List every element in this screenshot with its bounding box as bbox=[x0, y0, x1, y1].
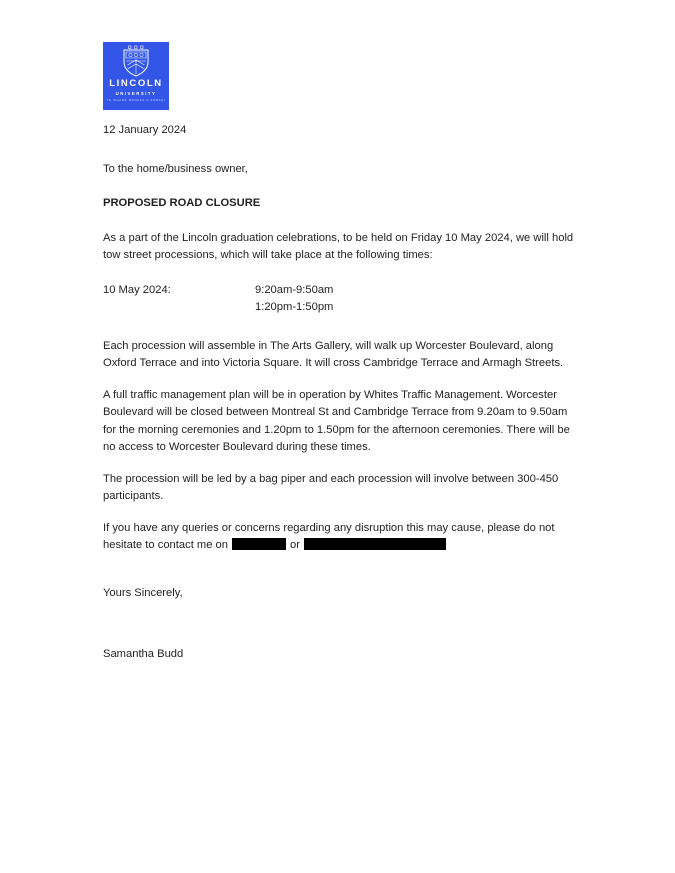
university-crest-shield-icon bbox=[121, 45, 151, 77]
logo-maori-line: TE WHARE WANAKA O AORAKI bbox=[106, 98, 166, 103]
spacer bbox=[103, 213, 583, 230]
schedule-time-afternoon: 1:20pm-1:50pm bbox=[255, 301, 334, 313]
spacer bbox=[103, 457, 583, 471]
spacer bbox=[103, 265, 583, 282]
letter-body bbox=[103, 122, 583, 664]
lincoln-university-logo bbox=[103, 42, 169, 110]
signature-space bbox=[103, 602, 583, 646]
contact-text: If you have any queries or concerns regarding any disruption this may cause, please do not hesitate to contact me on bbox=[103, 521, 555, 551]
logo-subtitle: UNIVERSITY bbox=[115, 90, 157, 96]
schedule-times bbox=[255, 282, 583, 317]
spacer bbox=[103, 373, 583, 387]
paragraph-route: Each procession will assemble in The Arts Gallery, will walk up Worcester Boulevard, along Oxford Terrace and into Victoria Square. It will cross Cambridge Terrace and Armagh Streets. bbox=[103, 339, 564, 369]
salutation: To the home/business owner, bbox=[103, 162, 248, 175]
spacer bbox=[103, 506, 583, 520]
paragraph-contact bbox=[103, 520, 583, 555]
schedule-date-label: 10 May 2024: bbox=[103, 283, 171, 296]
spacer bbox=[103, 555, 583, 585]
closing-salutation: Yours Sincerely, bbox=[103, 586, 183, 599]
redacted-email-address bbox=[304, 538, 446, 550]
letter-date: 12 January 2024 bbox=[103, 124, 187, 136]
spacer bbox=[103, 317, 583, 338]
redacted-phone-number bbox=[232, 538, 286, 550]
subject-heading: PROPOSED ROAD CLOSURE bbox=[103, 197, 261, 209]
schedule-block bbox=[103, 282, 583, 317]
spacer bbox=[103, 178, 583, 195]
paragraph-intro: As a part of the Lincoln graduation celebrations, to be held on Friday 10 May 2024, we will hold tow street processions, which will take place at the following times: bbox=[103, 231, 574, 261]
spacer bbox=[103, 140, 583, 161]
contact-conjunction: or bbox=[290, 539, 300, 551]
paragraph-piper: The procession will be led by a bag piper and each procession will involve between 300-450 participants. bbox=[103, 472, 559, 502]
schedule-time-morning: 9:20am-9:50am bbox=[255, 283, 334, 296]
logo-wordmark: LINCOLN bbox=[109, 78, 163, 89]
paragraph-traffic: A full traffic management plan will be in operation by Whites Traffic Management. Worcester Boulevard will be closed between Montreal St and Cambridge Terrace from 9.20am to 9.50am for the morning ceremonies and 1.20pm to 1.50pm for the afternoon ceremonies. There will be no access to Worcester Boulevard during these times. bbox=[103, 388, 570, 453]
signatory-name: Samantha Budd bbox=[103, 648, 184, 660]
